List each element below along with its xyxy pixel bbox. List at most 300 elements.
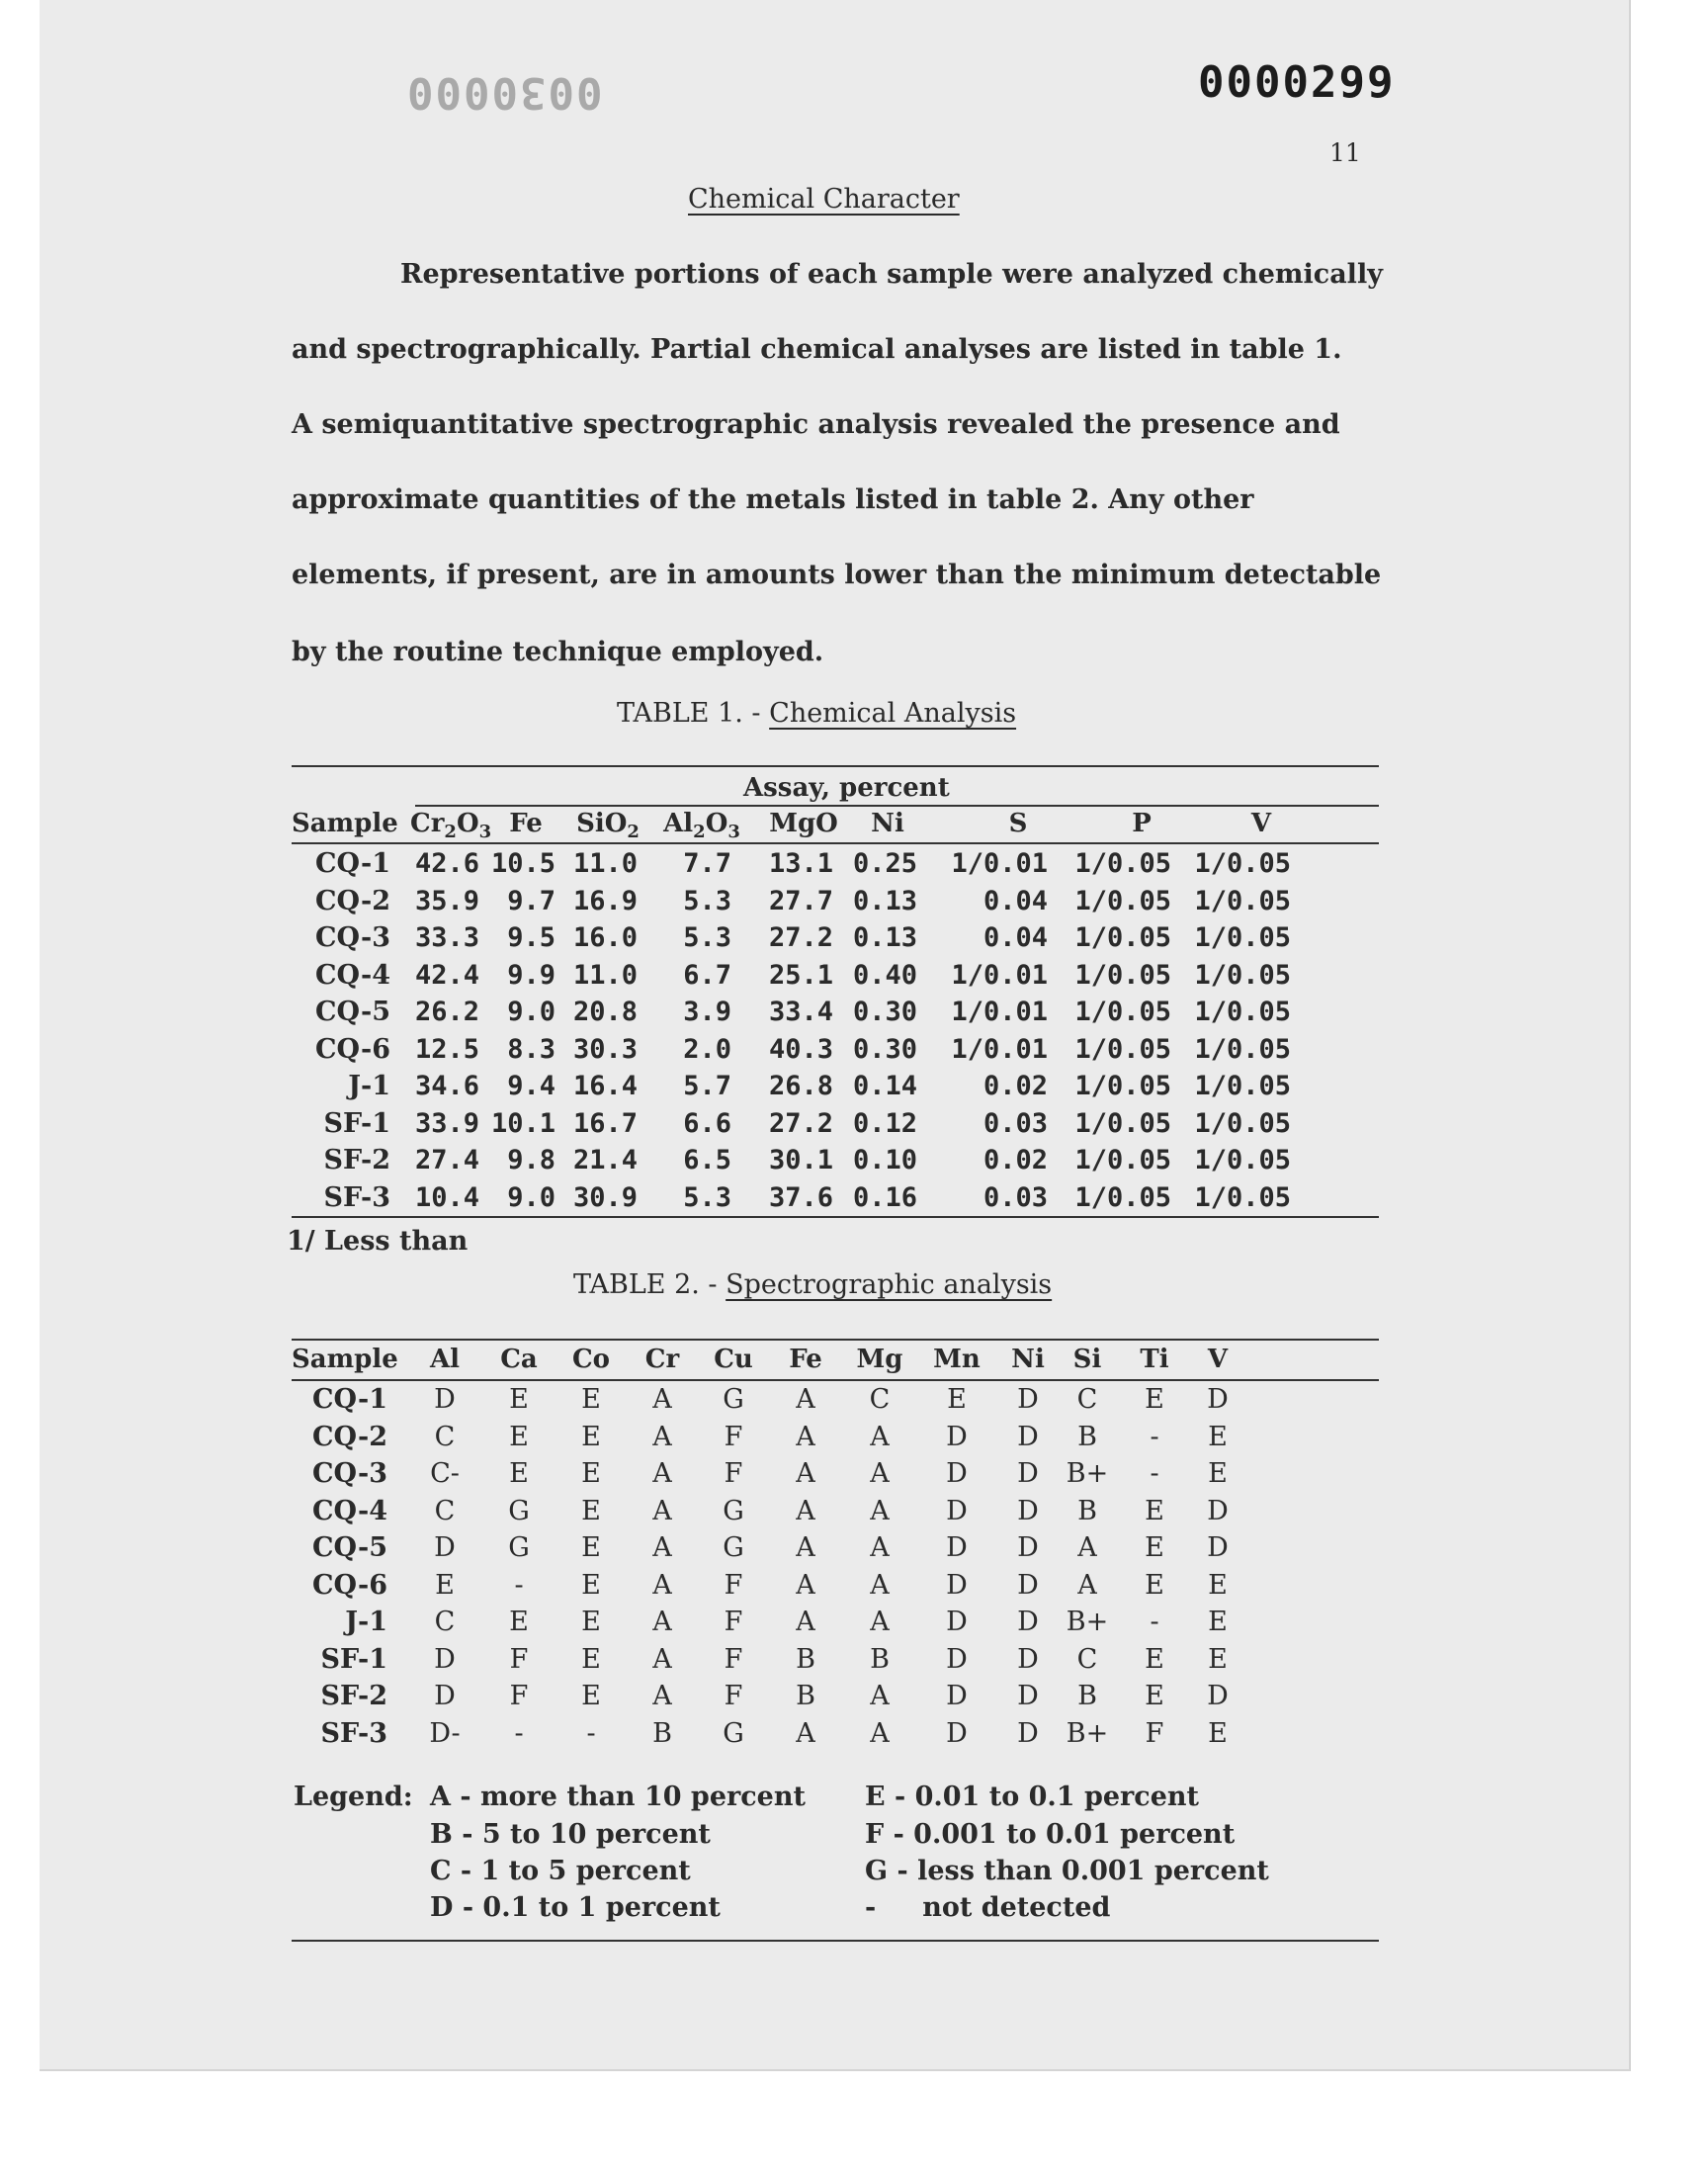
table2-cell: E [1145,1681,1164,1711]
table2-col-header: Ti [1140,1345,1169,1374]
table2-cell: A [870,1607,890,1637]
stamp-number: 0000299 [1198,57,1396,108]
table2-cell: - [1150,1421,1159,1452]
table2-col-header: Ca [500,1345,538,1374]
legend-item: G - less than 0.001 percent [865,1856,1269,1886]
table1-cell: 1/0.05 [1074,997,1171,1027]
table2-cell: G [723,1495,744,1526]
table2-cell: F [724,1421,743,1452]
table2-cell: C- [430,1458,460,1489]
table1-row-sample: CQ-6 [315,1033,390,1065]
table2-cell: E [1145,1569,1164,1601]
table1-cell: 1/0.05 [1194,1107,1291,1139]
table1-cell: 7.7 [683,848,731,879]
table1-cell: 9.0 [507,1181,555,1213]
table1-cell: 0.03 [982,1107,1048,1139]
table2-cell: - [514,1569,524,1601]
table1-cell: 1/0.05 [1074,1107,1171,1139]
col-header-subscript: 3 [727,822,740,842]
table2-cell: B+ [1066,1717,1109,1749]
table2-col-header: Si [1072,1345,1102,1374]
table2-cell: D [434,1643,456,1675]
table2-cell: B [870,1643,890,1675]
table1-group-header: Assay, percent [743,773,950,803]
table1-cell: 6.6 [683,1107,731,1139]
table2-col-header: Sample [292,1345,398,1374]
table2-cell: E [435,1569,455,1601]
table2-cell: E [1208,1458,1228,1489]
table1-top-rule [292,765,1379,767]
table2-cell: A [796,1458,815,1489]
table1-cell: 1/0.01 [951,1033,1048,1065]
table1-cell: 1/0.05 [1074,1071,1171,1101]
table1-cell: 1/0.05 [1074,959,1171,991]
table2-cell: B [1077,1681,1097,1711]
table1-cell: 9.7 [507,885,555,916]
table1-col-header [568,809,647,842]
table1-cell: 21.4 [572,1145,638,1175]
table2-cell: A [652,1643,672,1675]
table2-col-header: V [1207,1345,1229,1374]
table2-cell: D [434,1384,456,1415]
table1-cell: 6.5 [683,1145,731,1175]
paragraph-line: by the routine technique employed. [292,637,824,667]
table2-cell: E [1208,1421,1228,1452]
table2-row-sample: J-1 [345,1607,387,1637]
table2-cell: A [870,1458,890,1489]
table1-cell: 40.3 [768,1033,833,1065]
table2-cell: C [434,1495,456,1526]
table2-cell: D [1017,1458,1039,1489]
table1-cell: 33.4 [768,997,833,1027]
table1-header-rule [292,842,1379,844]
table2-cell: G [508,1495,530,1526]
table1-cell: 0.12 [852,1107,917,1139]
legend-item: B - 5 to 10 percent [430,1819,711,1850]
table1-cell: 1/0.01 [951,848,1048,879]
col-header-text: SiO [576,809,628,838]
table1-row-sample: CQ-5 [315,997,390,1027]
table1-cell: 11.0 [572,848,638,879]
table2-cell: A [652,1421,672,1452]
table2-cell: D [946,1643,968,1675]
table2-cell: A [652,1532,672,1563]
table2-cell: E [1208,1569,1228,1601]
table1-cell: 34.6 [414,1071,479,1101]
table1-bottom-rule [292,1216,1379,1218]
table2-row-sample: CQ-3 [312,1458,387,1489]
table1-cell: 16.4 [572,1071,638,1101]
table1-cell: 8.3 [507,1033,555,1065]
table1-cell: 0.30 [852,997,917,1027]
table2-cell: F [724,1681,743,1711]
table2-cell: A [652,1495,672,1526]
table1-cell: 6.7 [683,959,731,991]
table2-cell: E [581,1421,601,1452]
table2-cell: E [581,1569,601,1601]
table1-cell: 13.1 [768,848,833,879]
table1-row-sample: J-1 [348,1071,390,1101]
table2-cell: F [724,1607,743,1637]
table2-cell: E [581,1532,601,1563]
table2-cell: E [1208,1643,1228,1675]
table1-cell: 16.9 [572,885,638,916]
table2-cell: B [652,1717,672,1749]
table2-cell: D [946,1607,968,1637]
table2-row-sample: CQ-4 [312,1495,387,1526]
table1-cell: 1/0.01 [951,997,1048,1027]
paragraph-line: approximate quantities of the metals listed in table 2. Any other [292,484,1254,515]
table1-cell: 1/0.05 [1194,1181,1291,1213]
table1-cell: 33.9 [414,1107,479,1139]
table1-cell: 1/0.05 [1194,885,1291,916]
table2-row-sample: SF-3 [320,1717,387,1749]
table1-cell: 10.1 [490,1107,555,1139]
table2-cell: F [1145,1717,1164,1749]
table1-cell: 16.7 [572,1107,638,1139]
table2-cell: C [1076,1643,1098,1675]
col-header-subscript: 3 [478,822,492,842]
table1-cell: 0.04 [982,922,1048,953]
table2-cell: D [1017,1569,1039,1601]
table2-cell: A [652,1681,672,1711]
col-header-text: O [456,809,479,838]
table1-cell: 10.4 [414,1181,479,1213]
table1-cell: 1/0.05 [1074,885,1171,916]
table2-cell: A [796,1607,815,1637]
table1-cell: 0.10 [852,1145,917,1175]
table1-cell: 0.14 [852,1071,917,1101]
page-number: 11 [1329,138,1361,167]
table1-col-header [486,809,565,838]
table1-cell: 1/0.05 [1194,1071,1291,1101]
table1-cell: 27.2 [768,1107,833,1139]
table1-col-header [662,809,741,842]
table2-cell: C [869,1384,891,1415]
table1-cell: 10.5 [490,848,555,879]
table1-caption [617,698,1016,729]
table2-cell: E [1145,1495,1164,1526]
table2-cell: A [870,1532,890,1563]
table1-cell: 2.0 [683,1033,731,1065]
table1-cell: 1/0.05 [1194,848,1291,879]
table1-cell: 27.7 [768,885,833,916]
table1-cell: 1/0.05 [1194,997,1291,1027]
table1-footnote: 1/ Less than [287,1226,469,1257]
table2-cell: E [581,1681,601,1711]
table2-cell: D [946,1421,968,1452]
table1-cell: 1/0.05 [1194,1033,1291,1065]
table1-caption-prefix: TABLE 1. - [617,698,770,729]
table1-cell: 25.1 [768,959,833,991]
col-header-text: Al [663,809,694,838]
table1-col-header [764,809,843,838]
table2-cell: D [1017,1607,1039,1637]
table2-cell: B [1077,1421,1097,1452]
table1-cell: 30.9 [572,1181,638,1213]
table1-cell: 26.8 [768,1071,833,1101]
table2-cell: D [946,1681,968,1711]
table2-cell: D [1207,1532,1229,1563]
table2-cell: D [1017,1717,1039,1749]
table1-cell: 1/0.05 [1074,1033,1171,1065]
table1-cell: 27.2 [768,922,833,953]
table1-col-header [979,809,1058,838]
table1-cell: 1/0.05 [1074,848,1171,879]
table2-cell: D [1207,1495,1229,1526]
col-header-text: S [1008,809,1028,838]
col-header-text: O [705,809,728,838]
table2-cell: A [796,1384,815,1415]
table1-cell: 5.3 [683,1181,731,1213]
table2-cell: G [723,1717,744,1749]
paragraph-line: and spectrographically. Partial chemical analyses are listed in table 1. [292,334,1342,365]
table2-cell: D [946,1495,968,1526]
table2-cell: E [581,1384,601,1415]
table2-cell: - [1150,1607,1159,1637]
section-heading: Chemical Character [688,184,960,215]
table2-cell: E [509,1458,529,1489]
table2-col-header: Cr [644,1345,680,1374]
paragraph-line: Representative portions of each sample were analyzed chemically [400,259,1383,290]
table2-cell: D [434,1681,456,1711]
col-header-text: V [1250,809,1272,838]
table2-cell: A [796,1569,815,1601]
table1-cell: 1/0.05 [1074,1145,1171,1175]
table1-cell: 0.03 [982,1181,1048,1213]
paragraph-line: elements, if present, are in amounts lower than the minimum detectable [292,560,1382,590]
legend-item: F - 0.001 to 0.01 percent [865,1819,1236,1850]
table2-cell: D [946,1458,968,1489]
table2-cell: A [1077,1532,1097,1563]
col-header-text: P [1132,809,1152,838]
table1-cell: 9.5 [507,922,555,953]
col-header-subscript: 2 [627,822,640,842]
table2-cell: A [652,1569,672,1601]
table2-caption-prefix: TABLE 2. - [573,1269,726,1300]
table2-cell: D [1017,1384,1039,1415]
table1-cell: 0.30 [852,1033,917,1065]
col-header-text: Cr [410,809,445,838]
table2-cell: A [796,1532,815,1563]
table1-row-sample: CQ-4 [315,959,390,991]
table1-cell: 5.3 [683,922,731,953]
col-header-text: Fe [509,809,543,838]
table2-caption [573,1269,1052,1300]
col-header-subscript: 2 [444,822,457,842]
table1-cell: 33.3 [414,922,479,953]
col-header-text: Ni [871,809,904,838]
table2-cell: D [1207,1681,1229,1711]
table2-cell: E [581,1458,601,1489]
col-header-subscript: 2 [693,822,706,842]
table2-row-sample: CQ-5 [312,1532,387,1563]
table1-cell: 1/0.01 [951,959,1048,991]
table2-cell: D [1017,1495,1039,1526]
table2-cell: F [509,1681,529,1711]
table1-cell: 0.13 [852,885,917,916]
table1-cell: 42.6 [414,848,479,879]
table2-cell: D [946,1717,968,1749]
stamp-number-faded: 0030000 [405,67,603,118]
table1-cell: 26.2 [414,997,479,1027]
table1-cell: 1/0.05 [1194,1145,1291,1175]
table2-cell: - [1150,1458,1159,1489]
legend-label: Legend: [294,1782,413,1812]
table1-row-sample: SF-1 [323,1107,390,1139]
table2-cell: D [1207,1384,1229,1415]
table1-cell: 9.9 [507,959,555,991]
table2-header-rule [292,1379,1379,1381]
col-header-text: MgO [769,809,838,838]
table2-cell: D- [429,1717,461,1749]
table1-caption-title: Chemical Analysis [769,698,1017,729]
table2-cell: B+ [1066,1607,1109,1637]
table2-row-sample: CQ-2 [312,1421,387,1452]
table2-cell: B [796,1681,815,1711]
legend-item: C - 1 to 5 percent [430,1856,691,1886]
table2-cell: A [652,1384,672,1415]
table1-cell: 30.1 [768,1145,833,1175]
table1-cell: 1/0.05 [1074,922,1171,953]
table1-cell: 9.8 [507,1145,555,1175]
table1-cell: 0.04 [982,885,1048,916]
table1-col-header: Sample [292,809,398,838]
table2-cell: E [581,1607,601,1637]
table2-bottom-rule [292,1940,1379,1942]
table2-col-header: Fe [789,1345,822,1374]
table2-row-sample: CQ-6 [312,1569,387,1601]
table2-cell: A [652,1458,672,1489]
table2-col-header: Cu [714,1345,753,1374]
table2-cell: E [581,1495,601,1526]
table2-cell: A [870,1717,890,1749]
table2-cell: E [509,1384,529,1415]
table1-cell: 42.4 [414,959,479,991]
table1-cell: 9.4 [507,1071,555,1101]
table2-row-sample: SF-2 [320,1681,387,1711]
table2-cell: F [724,1458,743,1489]
table2-cell: - [586,1717,596,1749]
table2-cell: B [796,1643,815,1675]
table1-row-sample: CQ-3 [315,922,390,953]
table1-cell: 37.6 [768,1181,833,1213]
table2-cell: D [1017,1532,1039,1563]
table2-cell: D [946,1532,968,1563]
table2-cell: F [509,1643,529,1675]
table1-cell: 9.0 [507,997,555,1027]
table2-cell: E [581,1643,601,1675]
table1-cell: 5.3 [683,885,731,916]
table2-cell: - [514,1717,524,1749]
paragraph-line: A semiquantitative spectrographic analysis revealed the presence and [292,409,1340,440]
table1-cell: 5.7 [683,1071,731,1101]
table2-cell: B [1077,1495,1097,1526]
table2-cell: B+ [1066,1458,1109,1489]
table2-col-header: Al [429,1345,461,1374]
table2-cell: G [723,1384,744,1415]
table1-cell: 0.02 [982,1071,1048,1101]
table2-col-header: Ni [1011,1345,1045,1374]
table1-cell: 0.13 [852,922,917,953]
table2-cell: E [1208,1717,1228,1749]
table2-cell: A [870,1681,890,1711]
table2-cell: A [796,1495,815,1526]
table1-cell: 35.9 [414,885,479,916]
table2-cell: E [1145,1643,1164,1675]
table1-cell: 30.3 [572,1033,638,1065]
table1-cell: 16.0 [572,922,638,953]
table2-cell: A [796,1717,815,1749]
table2-caption-title: Spectrographic analysis [726,1269,1053,1300]
table1-row-sample: SF-3 [323,1181,390,1213]
table1-row-sample: CQ-1 [315,848,390,879]
table2-cell: E [1145,1532,1164,1563]
table2-cell: C [1076,1384,1098,1415]
table2-cell: D [1017,1421,1039,1452]
table1-cell: 3.9 [683,997,731,1027]
table1-cell: 0.02 [982,1145,1048,1175]
table2-cell: A [1077,1569,1097,1601]
table2-cell: A [796,1421,815,1452]
table2-col-header: Co [571,1345,611,1374]
table2-cell: E [1208,1607,1228,1637]
table2-cell: F [724,1643,743,1675]
table2-cell: D [946,1569,968,1601]
table1-cell: 1/0.05 [1074,1181,1171,1213]
table2-col-header: Mg [856,1345,903,1374]
table2-row-sample: SF-1 [320,1643,387,1675]
table2-cell: D [1017,1643,1039,1675]
table1-cell: 20.8 [572,997,638,1027]
table2-cell: A [870,1495,890,1526]
table1-col-header [410,809,492,842]
table2-cell: A [652,1607,672,1637]
legend-item: - not detected [865,1892,1111,1923]
table2-cell: E [509,1607,529,1637]
table1-group-rule [415,805,1379,807]
table2-cell: C [434,1607,456,1637]
table2-col-header: Mn [933,1345,981,1374]
legend-item: D - 0.1 to 1 percent [430,1892,721,1923]
table1-row-sample: CQ-2 [315,885,390,916]
table1-cell: 0.40 [852,959,917,991]
legend-item: E - 0.01 to 0.1 percent [865,1782,1200,1812]
table2-cell: D [434,1532,456,1563]
table2-cell: G [723,1532,744,1563]
table1-row-sample: SF-2 [323,1145,390,1175]
table2-cell: A [870,1421,890,1452]
table2-cell: F [724,1569,743,1601]
table1-col-header [848,809,927,838]
table2-cell: E [509,1421,529,1452]
table1-cell: 0.16 [852,1181,917,1213]
table1-cell: 1/0.05 [1194,922,1291,953]
table1-col-header [1222,809,1301,838]
table1-cell: 27.4 [414,1145,479,1175]
table2-top-rule [292,1339,1379,1341]
table1-cell: 12.5 [414,1033,479,1065]
table2-cell: E [1145,1384,1164,1415]
table1-cell: 0.25 [852,848,917,879]
table1-cell: 11.0 [572,959,638,991]
table2-cell: G [508,1532,530,1563]
table1-cell: 1/0.05 [1194,959,1291,991]
legend-item: A - more than 10 percent [430,1782,806,1812]
table2-cell: A [870,1569,890,1601]
table2-cell: E [947,1384,967,1415]
table2-cell: D [1017,1681,1039,1711]
